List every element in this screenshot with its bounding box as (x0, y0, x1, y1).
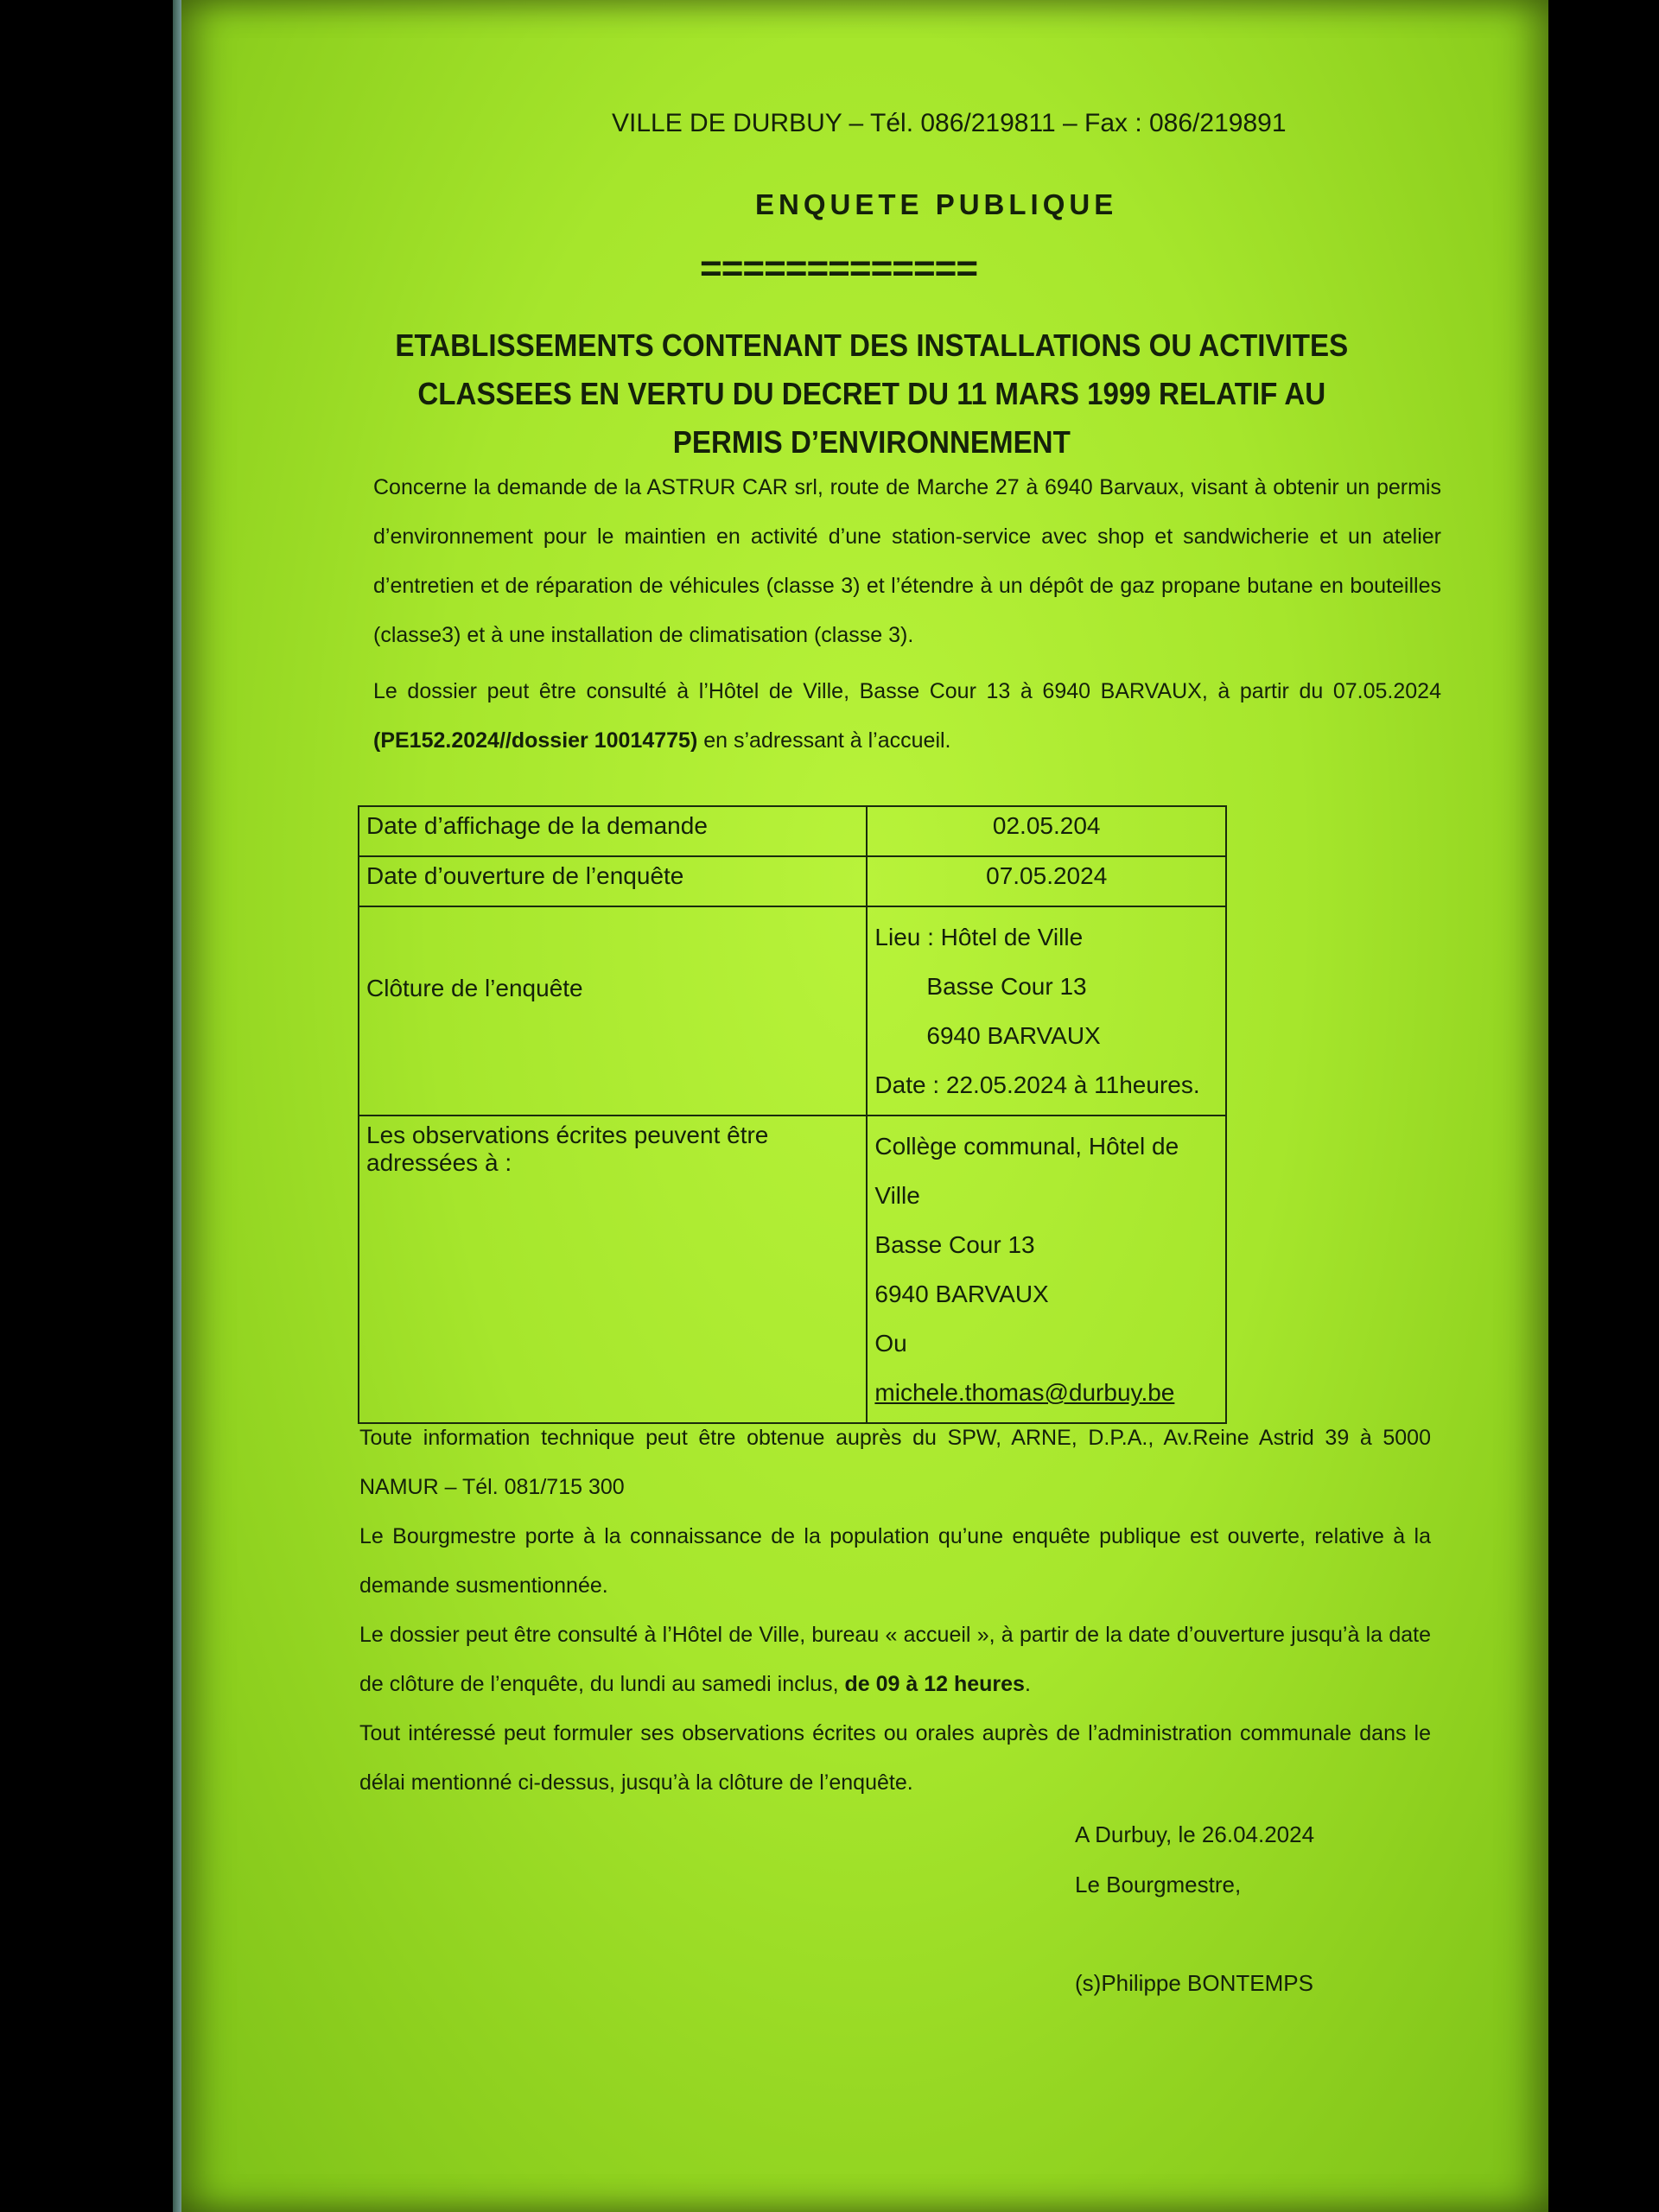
dates-table (358, 805, 1227, 1424)
closing-details (867, 906, 1226, 1116)
address-line-1: Collège communal, Hôtel de Ville (874, 1133, 1179, 1209)
consult-suffix: en s’adressant à l’accueil. (697, 728, 951, 753)
table-row (359, 1116, 1226, 1423)
consult-text: Le dossier peut être consulté à l’Hôtel de Ville, Basse Cour 13 à 6940 BARVAUX, à partir du 07.05.2024 (373, 679, 1441, 703)
signature-role: Le Bourgmestre, (1075, 1872, 1242, 1897)
hours-text: Le dossier peut être consulté à l’Hôtel de Ville, bureau « accueil », à partir de la date d’ouverture jusqu’à la date de clôture de l’enquête, du lundi au samedi inclus, (359, 1623, 1431, 1696)
posting-date-label: Date d’affichage de la demande (359, 806, 867, 856)
closing-street: Basse Cour 13 (926, 973, 1087, 1000)
closing-city: 6940 BARVAUX (926, 1022, 1101, 1049)
opening-date-label: Date d’ouverture de l’enquête (359, 856, 867, 906)
signature-place-date: A Durbuy, le 26.04.2024 (1075, 1821, 1315, 1847)
address-line-3: 6940 BARVAUX (874, 1281, 1049, 1307)
city-header: VILLE DE DURBUY – Tél. 086/219811 – Fax : 086/219891 (612, 109, 1287, 137)
signature-name: (s)Philippe BONTEMPS (1075, 1970, 1313, 1996)
dossier-reference: (PE152.2024//dossier 10014775) (373, 728, 698, 753)
title-separator: ============= (700, 247, 978, 289)
closing-date: Date : 22.05.2024 à 11heures. (874, 1071, 1200, 1098)
posting-date-value: 02.05.204 (867, 806, 1226, 856)
address-or: Ou (874, 1330, 907, 1357)
notice-heading: ETABLISSEMENTS CONTENANT DES INSTALLATIONS OU ACTIVITES CLASSEES EN VERTU DU DECRET DU 11 MARS 1999 RELATIF AU PERMIS D’ENVIRONNEMENT (395, 327, 1349, 460)
intro-paragraph: Concerne la demande de la ASTRUR CAR srl, route de Marche 27 à 6940 Barvaux, visant à obtenir un permis d’environnement pour le maintien en activité d’une station-service avec shop et sandwicherie et un atelier d’entretien et de réparation de véhicules (classe 3) et l’étendre à un dépôt de gaz propane butane en bouteilles (classe3) et à une installation de climatisation (classe 3). (373, 475, 1441, 647)
hours-end: . (1024, 1672, 1031, 1696)
table-row (359, 906, 1226, 1116)
observations-paragraph: Tout intéressé peut formuler ses observations écrites ou orales auprès de l’administration communale dans le délai mentionné ci-dessus, jusqu’à la clôture de l’enquête. (359, 1721, 1431, 1795)
observations-address (867, 1116, 1226, 1423)
opening-date-value: 07.05.2024 (867, 856, 1226, 906)
address-line-2: Basse Cour 13 (874, 1231, 1035, 1258)
contact-email[interactable]: michele.thomas@durbuy.be (874, 1379, 1175, 1406)
notice-title: ENQUETE PUBLIQUE (755, 188, 1118, 220)
closing-place: Lieu : Hôtel de Ville (874, 924, 1084, 950)
consult-paragraph (373, 667, 1441, 766)
observations-label: Les observations écrites peuvent être adressées à : (359, 1116, 867, 1423)
hours-bold: de 09 à 12 heures (844, 1672, 1025, 1696)
hours-paragraph (359, 1611, 1431, 1709)
announcement-paragraph: Le Bourgmestre porte à la connaissance de la population qu’une enquête publique est ouverte, relative à la demande susmentionnée. (359, 1524, 1431, 1598)
closing-label: Clôture de l’enquête (359, 906, 867, 1116)
table-row (359, 806, 1226, 856)
table-row (359, 856, 1226, 906)
technical-info-paragraph: Toute information technique peut être obtenue auprès du SPW, ARNE, D.P.A., Av.Reine Astrid 39 à 5000 NAMUR – Tél. 081/715 300 (359, 1426, 1431, 1499)
